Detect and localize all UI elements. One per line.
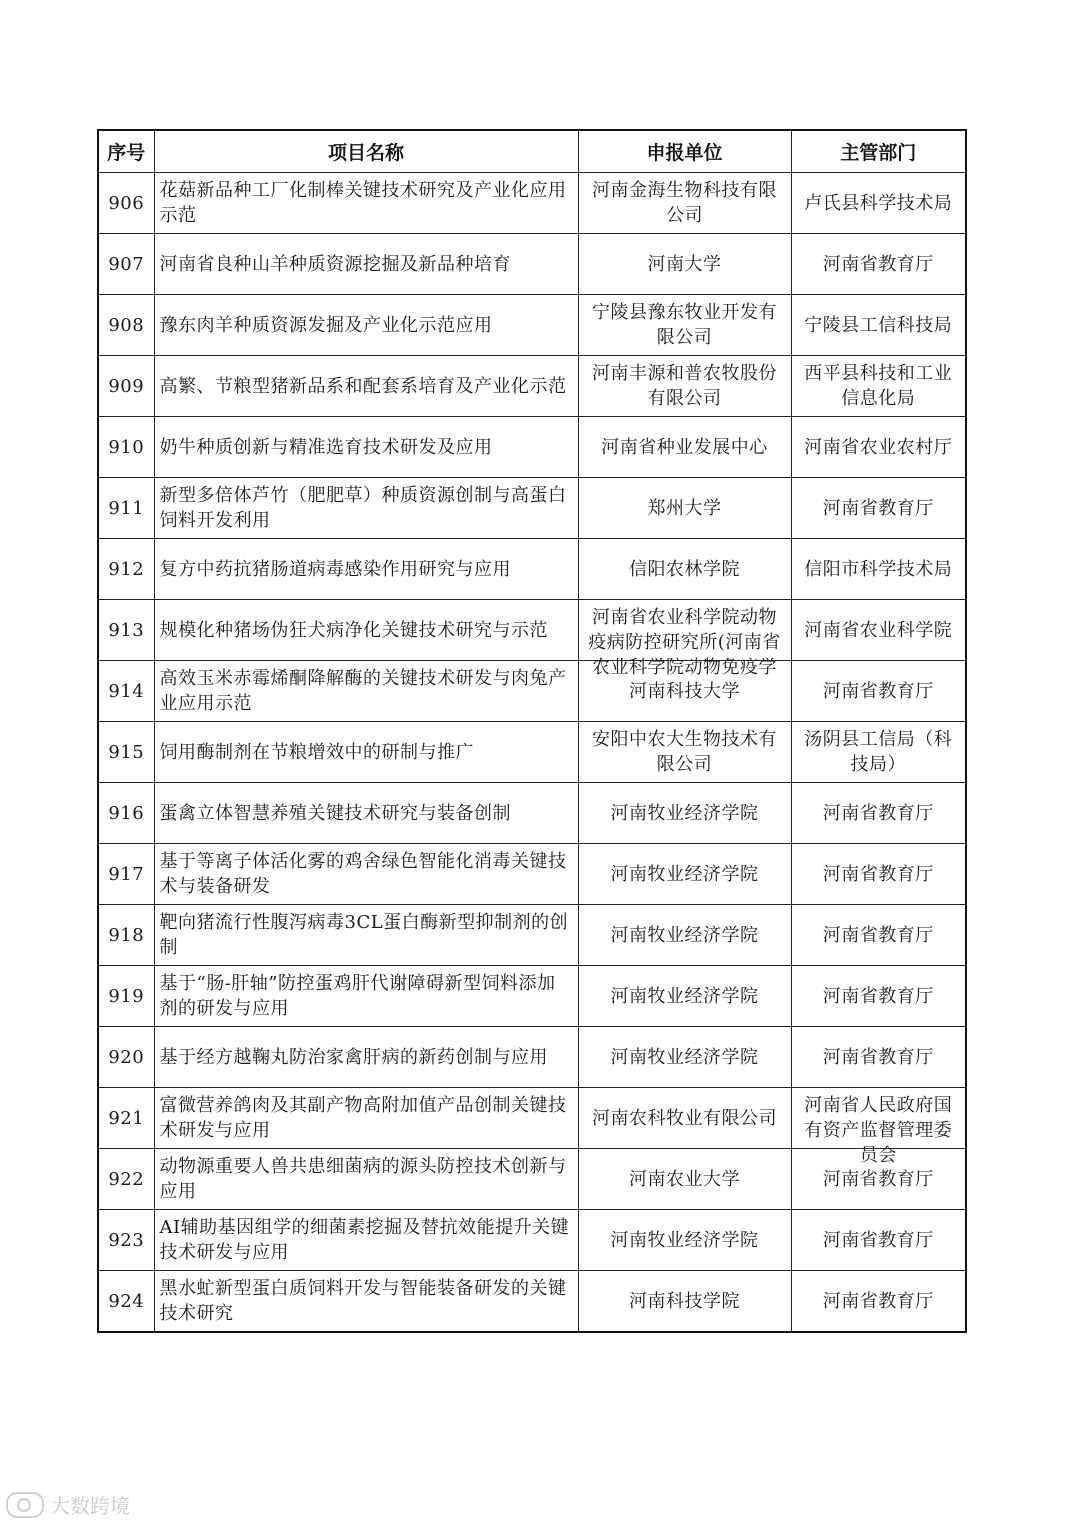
managing-dept xyxy=(791,905,966,966)
applicant-unit xyxy=(578,1027,791,1088)
row-number xyxy=(98,844,154,905)
managing-dept xyxy=(791,661,966,722)
project-name-text: 饲用酶制剂在节粮增效中的研制与推广 xyxy=(159,741,474,763)
project-name xyxy=(154,478,578,539)
row-number xyxy=(98,661,154,722)
managing-dept xyxy=(791,1271,966,1333)
project-name xyxy=(154,1210,578,1271)
table-row xyxy=(98,478,966,539)
project-name xyxy=(154,966,578,1027)
managing-dept xyxy=(791,844,966,905)
table-row xyxy=(98,539,966,600)
project-name-text: 奶牛种质创新与精准选育技术研发及应用 xyxy=(159,436,493,458)
project-name xyxy=(154,539,578,600)
managing-dept xyxy=(791,783,966,844)
applicant-unit xyxy=(578,783,791,844)
header-dept: 主管部门 xyxy=(791,130,966,173)
project-name-text: 豫东肉羊种质资源发掘及产业化示范应用 xyxy=(159,314,493,336)
row-number xyxy=(98,173,154,234)
row-number xyxy=(98,1149,154,1210)
project-name xyxy=(154,844,578,905)
row-number xyxy=(98,783,154,844)
table-row xyxy=(98,1149,966,1210)
table-row xyxy=(98,844,966,905)
table-row xyxy=(98,173,966,234)
applicant-unit xyxy=(578,1271,791,1333)
managing-dept-text: 河南省教育厅 xyxy=(822,1046,934,1068)
project-name-text: 高繁、节粮型猪新品系和配套系培育及产业化示范 xyxy=(159,375,567,397)
applicant-unit-text: 河南牧业经济学院 xyxy=(610,802,759,824)
project-name-text: 河南省良种山羊种质资源挖掘及新品种培育 xyxy=(159,253,511,275)
applicant-unit-text: 信阳农林学院 xyxy=(629,558,740,580)
applicant-unit xyxy=(578,1149,791,1210)
table-row xyxy=(98,783,966,844)
applicant-unit-text: 宁陵县豫东牧业开发有限公司 xyxy=(592,302,777,348)
applicant-unit xyxy=(578,966,791,1027)
managing-dept-text: 河南省教育厅 xyxy=(822,863,934,885)
project-name xyxy=(154,295,578,356)
row-number xyxy=(98,1088,154,1149)
header-unit: 申报单位 xyxy=(578,130,791,173)
applicant-unit xyxy=(578,478,791,539)
managing-dept xyxy=(791,478,966,539)
managing-dept-text: 河南省教育厅 xyxy=(822,1168,934,1190)
row-number-text: 921 xyxy=(108,1107,145,1129)
managing-dept-text: 西平县科技和工业信息化局 xyxy=(804,363,953,409)
applicant-unit xyxy=(578,173,791,234)
watermark-text: 大数跨境 xyxy=(50,1494,130,1518)
row-number xyxy=(98,966,154,1027)
applicant-unit xyxy=(578,417,791,478)
project-name xyxy=(154,1088,578,1149)
applicant-unit-text: 河南省农业科学院动物疫病防控研究所(河南省农业科学院动物免疫学 xyxy=(588,607,781,678)
managing-dept-text: 河南省农业农村厅 xyxy=(804,436,953,458)
managing-dept-text: 河南省农业科学院 xyxy=(804,619,953,641)
managing-dept-text: 信阳市科学技术局 xyxy=(804,558,953,580)
managing-dept-text: 河南省教育厅 xyxy=(822,1229,934,1251)
managing-dept-text: 河南省教育厅 xyxy=(822,924,934,946)
applicant-unit-text: 河南科技大学 xyxy=(629,680,740,702)
managing-dept-text: 河南省教育厅 xyxy=(822,1290,934,1312)
project-name-text: 高效玉米赤霉烯酮降解酶的关键技术研发与肉兔产业应用示范 xyxy=(159,668,567,714)
managing-dept-text: 河南省教育厅 xyxy=(822,802,934,824)
row-number xyxy=(98,905,154,966)
row-number xyxy=(98,417,154,478)
table-header-row xyxy=(98,130,966,173)
applicant-unit xyxy=(578,539,791,600)
table-row xyxy=(98,417,966,478)
table-row xyxy=(98,966,966,1027)
managing-dept xyxy=(791,539,966,600)
applicant-unit xyxy=(578,722,791,783)
table-row xyxy=(98,905,966,966)
managing-dept xyxy=(791,356,966,417)
table-row xyxy=(98,295,966,356)
project-name xyxy=(154,234,578,295)
project-name-text: AI辅助基因组学的细菌素挖掘及替抗效能提升关键技术研发与应用 xyxy=(159,1217,570,1263)
project-name xyxy=(154,600,578,661)
row-number-text: 906 xyxy=(108,192,145,214)
row-number-text: 907 xyxy=(108,253,145,275)
project-name-text: 新型多倍体芦竹（肥肥草）种质资源创制与高蛋白饲料开发利用 xyxy=(159,485,567,531)
row-number xyxy=(98,234,154,295)
applicant-unit xyxy=(578,905,791,966)
row-number-text: 910 xyxy=(108,436,145,458)
row-number-text: 908 xyxy=(108,314,145,336)
managing-dept xyxy=(791,417,966,478)
row-number xyxy=(98,1027,154,1088)
managing-dept xyxy=(791,1088,966,1166)
row-number-text: 918 xyxy=(108,924,145,946)
applicant-unit xyxy=(578,600,791,678)
managing-dept-text: 河南省教育厅 xyxy=(822,680,934,702)
applicant-unit-text: 河南农业大学 xyxy=(629,1168,740,1190)
row-number xyxy=(98,478,154,539)
header-project-name: 项目名称 xyxy=(154,130,578,173)
project-name xyxy=(154,783,578,844)
managing-dept xyxy=(791,295,966,356)
row-number xyxy=(98,1210,154,1271)
managing-dept xyxy=(791,966,966,1027)
applicant-unit xyxy=(578,844,791,905)
row-number-text: 920 xyxy=(108,1046,145,1068)
applicant-unit-text: 河南农科牧业有限公司 xyxy=(592,1107,777,1129)
watermark-logo-icon xyxy=(6,1492,44,1518)
row-number-text: 917 xyxy=(108,863,145,885)
project-name-text: 规模化种猪场伪狂犬病净化关键技术研究与示范 xyxy=(159,619,548,641)
project-name-text: 基于等离子体活化雾的鸡舍绿色智能化消毒关键技术与装备研发 xyxy=(159,851,567,897)
project-name-text: 富微营养鸽肉及其副产物高附加值产品创制关键技术研发与应用 xyxy=(159,1095,567,1141)
project-name xyxy=(154,417,578,478)
project-name-text: 动物源重要人兽共患细菌病的源头防控技术创新与应用 xyxy=(159,1156,567,1202)
applicant-unit xyxy=(578,234,791,295)
header-no: 序号 xyxy=(98,130,154,173)
project-name xyxy=(154,173,578,234)
managing-dept-text: 宁陵县工信科技局 xyxy=(804,314,953,336)
applicant-unit-text: 河南牧业经济学院 xyxy=(610,1046,759,1068)
row-number-text: 916 xyxy=(108,802,145,824)
applicant-unit-text: 河南牧业经济学院 xyxy=(610,924,759,946)
managing-dept xyxy=(791,600,966,661)
row-number xyxy=(98,600,154,661)
project-name-text: 基于“肠-肝轴”防控蛋鸡肝代谢障碍新型饲料添加剂的研发与应用 xyxy=(159,973,556,1019)
row-number-text: 912 xyxy=(108,558,145,580)
project-name xyxy=(154,905,578,966)
managing-dept-text: 河南省教育厅 xyxy=(822,985,934,1007)
table-row xyxy=(98,661,966,722)
project-name xyxy=(154,1027,578,1088)
project-name xyxy=(154,722,578,783)
row-number-text: 924 xyxy=(108,1290,145,1312)
managing-dept-text: 汤阴县工信局（科技局） xyxy=(804,729,953,775)
applicant-unit xyxy=(578,356,791,417)
row-number-text: 909 xyxy=(108,375,145,397)
row-number-text: 914 xyxy=(108,680,145,702)
managing-dept xyxy=(791,722,966,783)
project-name-text: 基于经方越鞠丸防治家禽肝病的新药创制与应用 xyxy=(159,1046,548,1068)
managing-dept xyxy=(791,1027,966,1088)
table-row xyxy=(98,356,966,417)
managing-dept-text: 河南省人民政府国有资产监督管理委员会 xyxy=(804,1095,953,1166)
project-name xyxy=(154,356,578,417)
applicant-unit-text: 河南金海生物科技有限公司 xyxy=(592,180,777,226)
applicant-unit xyxy=(578,295,791,356)
applicant-unit-text: 河南丰源和普农牧股份有限公司 xyxy=(592,363,777,409)
table-row xyxy=(98,1088,966,1149)
row-number-text: 913 xyxy=(108,619,145,641)
managing-dept xyxy=(791,173,966,234)
applicant-unit-text: 河南牧业经济学院 xyxy=(610,863,759,885)
managing-dept-text: 河南省教育厅 xyxy=(822,497,934,519)
applicant-unit-text: 河南科技学院 xyxy=(629,1290,740,1312)
applicant-unit-text: 河南牧业经济学院 xyxy=(610,985,759,1007)
row-number-text: 911 xyxy=(108,497,145,519)
project-name-text: 黑水虻新型蛋白质饲料开发与智能装备研发的关键技术研究 xyxy=(159,1278,567,1324)
managing-dept-text: 卢氏县科学技术局 xyxy=(804,192,953,214)
row-number-text: 923 xyxy=(108,1229,145,1251)
applicant-unit xyxy=(578,1088,791,1149)
table-row xyxy=(98,234,966,295)
applicant-unit xyxy=(578,1210,791,1271)
applicant-unit-text: 河南大学 xyxy=(647,253,722,275)
row-number xyxy=(98,1271,154,1333)
table-row xyxy=(98,722,966,783)
row-number-text: 922 xyxy=(108,1168,145,1190)
row-number xyxy=(98,356,154,417)
project-name-text: 蛋禽立体智慧养殖关键技术研究与装备创制 xyxy=(159,802,511,824)
applicant-unit-text: 郑州大学 xyxy=(647,497,722,519)
row-number xyxy=(98,539,154,600)
applicant-unit-text: 河南牧业经济学院 xyxy=(610,1229,759,1251)
applicant-unit-text: 河南省种业发展中心 xyxy=(601,436,768,458)
table-row xyxy=(98,1027,966,1088)
project-name-text: 靶向猪流行性腹泻病毒3CL蛋白酶新型抑制剂的创制 xyxy=(159,912,569,958)
project-name xyxy=(154,1271,578,1333)
row-number xyxy=(98,295,154,356)
managing-dept xyxy=(791,1210,966,1271)
applicant-unit-text: 安阳中农大生物技术有限公司 xyxy=(592,729,777,775)
project-name xyxy=(154,661,578,722)
table-row xyxy=(98,600,966,661)
managing-dept xyxy=(791,234,966,295)
project-name-text: 花菇新品种工厂化制棒关键技术研究及产业化应用示范 xyxy=(159,180,567,226)
project-name-text: 复方中药抗猪肠道病毒感染作用研究与应用 xyxy=(159,558,511,580)
project-table-container xyxy=(97,129,965,1333)
project-name xyxy=(154,1149,578,1210)
row-number-text: 919 xyxy=(108,985,145,1007)
project-table xyxy=(97,129,967,1333)
row-number-text: 915 xyxy=(108,741,145,763)
watermark xyxy=(6,1490,130,1519)
managing-dept-text: 河南省教育厅 xyxy=(822,253,934,275)
table-row xyxy=(98,1271,966,1333)
row-number xyxy=(98,722,154,783)
table-row xyxy=(98,1210,966,1271)
